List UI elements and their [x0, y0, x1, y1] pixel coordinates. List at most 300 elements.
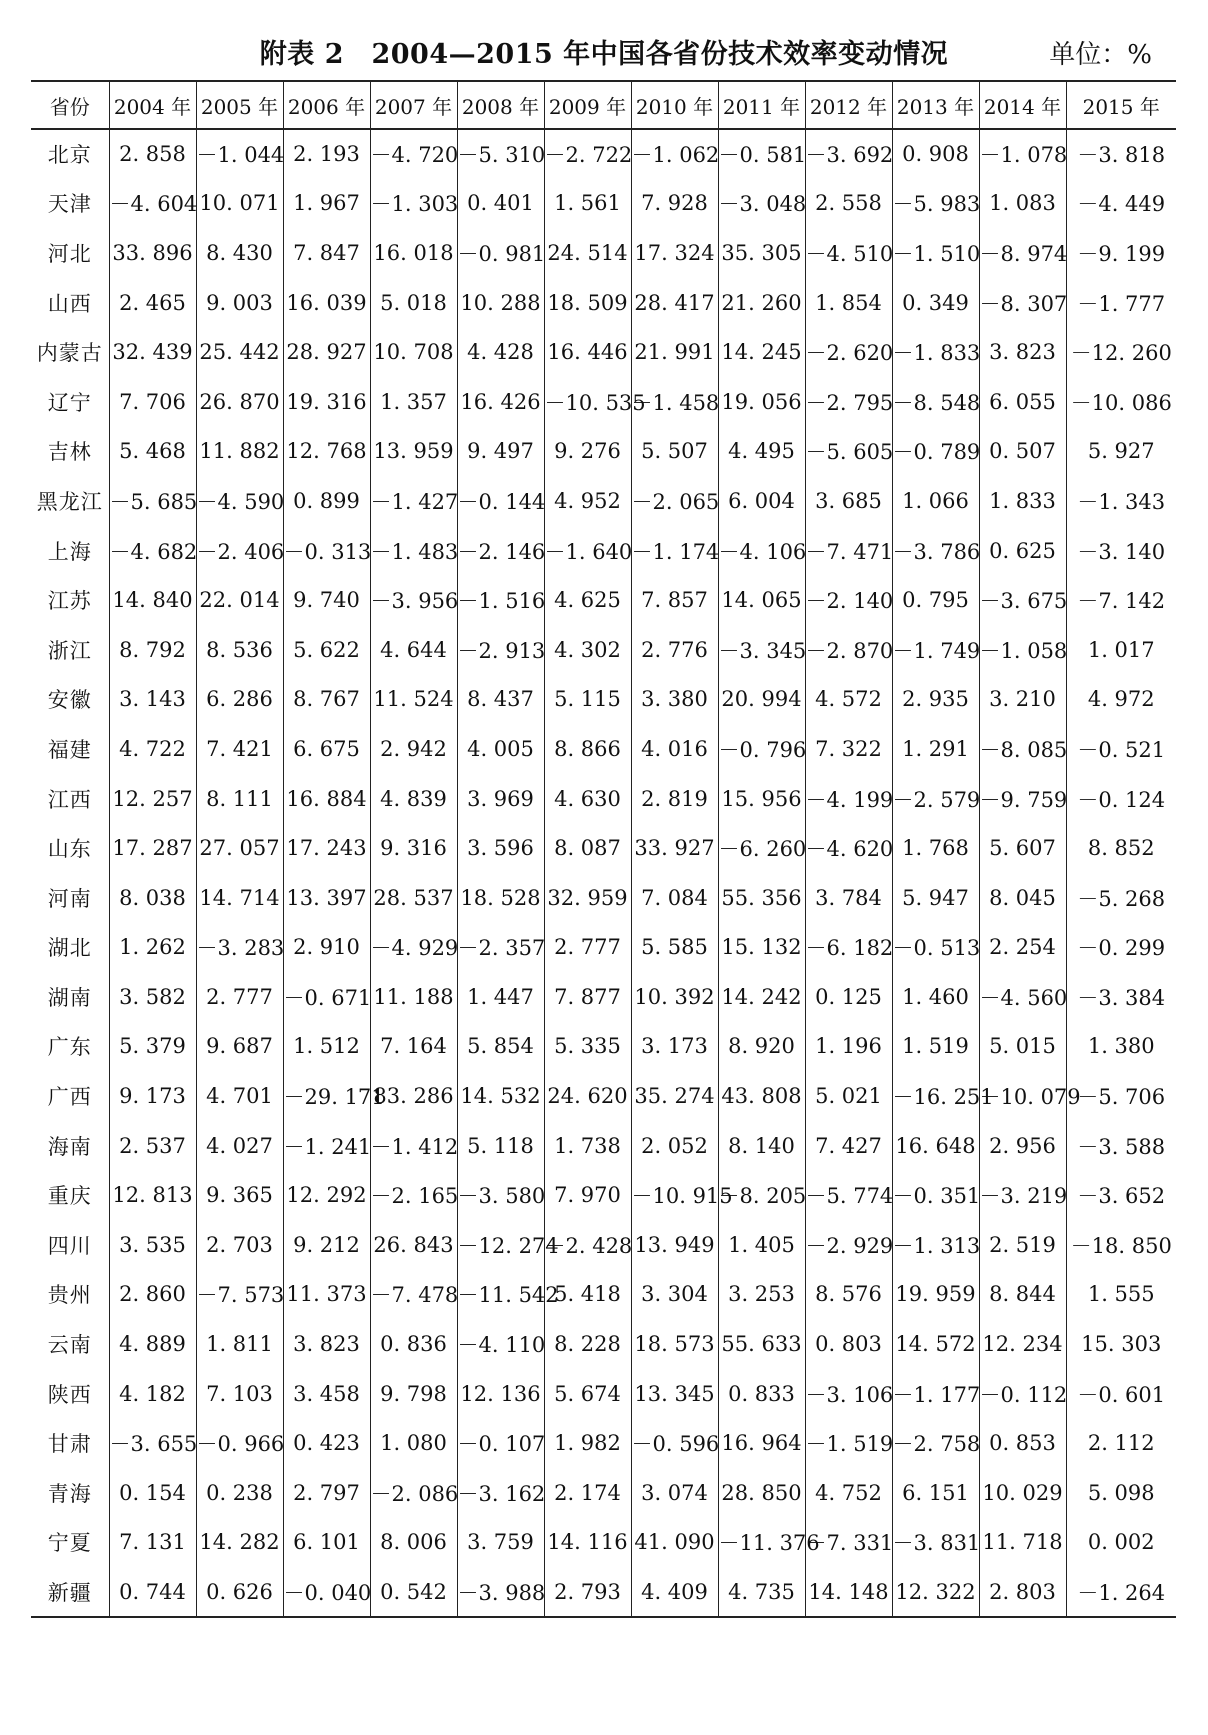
- value-cell: 4. 005: [457, 724, 544, 774]
- value-cell: －2. 086: [370, 1468, 457, 1518]
- province-cell: 山东: [47, 837, 92, 862]
- value-cell: 8. 111: [196, 774, 283, 824]
- value-cell: －1. 078: [979, 129, 1066, 179]
- value-cell: 1. 555: [1066, 1270, 1176, 1320]
- value-cell: 15. 132: [718, 923, 805, 973]
- value-cell: －3. 162: [457, 1468, 544, 1518]
- value-cell: －1. 174: [631, 526, 718, 576]
- value-cell: －7. 142: [1066, 575, 1176, 625]
- value-cell: 1. 083: [979, 179, 1066, 229]
- value-cell: －3. 655: [109, 1418, 196, 1468]
- header-year: 2007 年: [370, 81, 457, 129]
- province-cell: 宁夏: [47, 1531, 92, 1556]
- value-cell: 10. 029: [979, 1468, 1066, 1518]
- value-cell: 5. 021: [805, 1071, 892, 1121]
- value-cell: 2. 942: [370, 724, 457, 774]
- value-cell: －16. 251: [892, 1071, 979, 1121]
- value-cell: 3. 823: [283, 1319, 370, 1369]
- value-cell: 9. 687: [196, 1022, 283, 1072]
- value-cell: －2. 870: [805, 625, 892, 675]
- province-cell: 河南: [47, 886, 92, 911]
- value-cell: －3. 831: [892, 1518, 979, 1568]
- value-cell: 14. 245: [718, 327, 805, 377]
- value-cell: 1. 811: [196, 1319, 283, 1369]
- value-cell: －2. 065: [631, 476, 718, 526]
- value-cell: －1. 640: [544, 526, 631, 576]
- value-cell: 13. 959: [370, 427, 457, 477]
- value-cell: 12. 292: [283, 1170, 370, 1220]
- province-cell: 重庆: [47, 1184, 92, 1209]
- value-cell: 3. 210: [979, 675, 1066, 725]
- value-cell: －1. 510: [892, 228, 979, 278]
- value-cell: 4. 302: [544, 625, 631, 675]
- value-cell: －4. 449: [1066, 179, 1176, 229]
- value-cell: 5. 507: [631, 427, 718, 477]
- value-cell: 8. 430: [196, 228, 283, 278]
- value-cell: －1. 749: [892, 625, 979, 675]
- value-cell: 5. 118: [457, 1121, 544, 1171]
- table-row: [31, 476, 1176, 526]
- value-cell: 3. 074: [631, 1468, 718, 1518]
- province-cell: 湖南: [47, 985, 92, 1010]
- table-row: [31, 575, 1176, 625]
- value-cell: －0. 596: [631, 1418, 718, 1468]
- value-cell: 5. 927: [1066, 427, 1176, 477]
- value-cell: 7. 706: [109, 377, 196, 427]
- province-cell: 甘肃: [47, 1432, 92, 1457]
- header-year: 2004 年: [109, 81, 196, 129]
- value-cell: 25. 442: [196, 327, 283, 377]
- value-cell: －0. 112: [979, 1369, 1066, 1419]
- value-cell: －11. 542: [457, 1270, 544, 1320]
- value-cell: －8. 205: [718, 1170, 805, 1220]
- value-cell: 14. 532: [457, 1071, 544, 1121]
- province-cell: 安徽: [47, 688, 92, 713]
- value-cell: －0. 144: [457, 476, 544, 526]
- value-cell: 1. 447: [457, 972, 544, 1022]
- value-cell: －1. 241: [283, 1121, 370, 1171]
- value-cell: 3. 458: [283, 1369, 370, 1419]
- efficiency-table: [31, 80, 1176, 1618]
- header-year: 2012 年: [805, 81, 892, 129]
- value-cell: 2. 254: [979, 923, 1066, 973]
- value-cell: 2. 537: [109, 1121, 196, 1171]
- value-cell: 0. 507: [979, 427, 1066, 477]
- value-cell: 20. 994: [718, 675, 805, 725]
- value-cell: 13. 949: [631, 1220, 718, 1270]
- value-cell: －1. 313: [892, 1220, 979, 1270]
- province-cell: 辽宁: [47, 390, 92, 415]
- value-cell: －3. 580: [457, 1170, 544, 1220]
- value-cell: －1. 343: [1066, 476, 1176, 526]
- value-cell: 21. 991: [631, 327, 718, 377]
- value-cell: 0. 125: [805, 972, 892, 1022]
- value-cell: 3. 173: [631, 1022, 718, 1072]
- value-cell: －3. 988: [457, 1567, 544, 1617]
- value-cell: 16. 018: [370, 228, 457, 278]
- value-cell: 14. 116: [544, 1518, 631, 1568]
- value-cell: －0. 789: [892, 427, 979, 477]
- value-cell: 8. 045: [979, 873, 1066, 923]
- value-cell: －2. 140: [805, 575, 892, 625]
- province-cell: 天津: [47, 192, 92, 217]
- value-cell: 2. 777: [196, 972, 283, 1022]
- value-cell: 3. 823: [979, 327, 1066, 377]
- value-cell: 1. 196: [805, 1022, 892, 1072]
- value-cell: 22. 014: [196, 575, 283, 625]
- province-cell: 吉林: [47, 440, 92, 465]
- value-cell: －1. 516: [457, 575, 544, 625]
- value-cell: 12. 136: [457, 1369, 544, 1419]
- value-cell: 0. 908: [892, 129, 979, 179]
- value-cell: 26. 843: [370, 1220, 457, 1270]
- header-row: [31, 81, 1176, 129]
- value-cell: 41. 090: [631, 1518, 718, 1568]
- value-cell: 12. 322: [892, 1567, 979, 1617]
- value-cell: －10. 086: [1066, 377, 1176, 427]
- value-cell: －4. 682: [109, 526, 196, 576]
- unit-label: 单位：%: [1049, 40, 1152, 70]
- value-cell: 32. 959: [544, 873, 631, 923]
- table-row: [31, 873, 1176, 923]
- value-cell: 4. 701: [196, 1071, 283, 1121]
- province-cell: 山西: [47, 291, 92, 316]
- header-province: 省份: [31, 81, 109, 129]
- table-row: [31, 1022, 1176, 1072]
- value-cell: 15. 303: [1066, 1319, 1176, 1369]
- value-cell: 1. 738: [544, 1121, 631, 1171]
- value-cell: 1. 460: [892, 972, 979, 1022]
- value-cell: 2. 174: [544, 1468, 631, 1518]
- value-cell: 16. 039: [283, 278, 370, 328]
- table-row: [31, 1170, 1176, 1220]
- value-cell: －1. 062: [631, 129, 718, 179]
- value-cell: 4. 572: [805, 675, 892, 725]
- value-cell: 83. 286: [370, 1071, 457, 1121]
- value-cell: －1. 264: [1066, 1567, 1176, 1617]
- value-cell: 14. 572: [892, 1319, 979, 1369]
- province-cell: 海南: [47, 1134, 92, 1159]
- table-row: [31, 278, 1176, 328]
- value-cell: 14. 148: [805, 1567, 892, 1617]
- value-cell: －0. 513: [892, 923, 979, 973]
- value-cell: 4. 630: [544, 774, 631, 824]
- value-cell: 28. 850: [718, 1468, 805, 1518]
- value-cell: 14. 242: [718, 972, 805, 1022]
- value-cell: －4. 620: [805, 823, 892, 873]
- value-cell: －2. 146: [457, 526, 544, 576]
- header-year: 2011 年: [718, 81, 805, 129]
- value-cell: 0. 833: [718, 1369, 805, 1419]
- table-row: [31, 1270, 1176, 1320]
- header-year: 2010 年: [631, 81, 718, 129]
- value-cell: 8. 767: [283, 675, 370, 725]
- value-cell: －4. 590: [196, 476, 283, 526]
- value-cell: 8. 087: [544, 823, 631, 873]
- value-cell: 9. 798: [370, 1369, 457, 1419]
- value-cell: －5. 983: [892, 179, 979, 229]
- table-row: [31, 625, 1176, 675]
- value-cell: 0. 154: [109, 1468, 196, 1518]
- value-cell: －8. 085: [979, 724, 1066, 774]
- value-cell: 7. 131: [109, 1518, 196, 1568]
- value-cell: －6. 260: [718, 823, 805, 873]
- value-cell: 2. 860: [109, 1270, 196, 1320]
- table-row: [31, 1418, 1176, 1468]
- value-cell: 28. 927: [283, 327, 370, 377]
- header-year: 2006 年: [283, 81, 370, 129]
- value-cell: 4. 409: [631, 1567, 718, 1617]
- value-cell: 9. 316: [370, 823, 457, 873]
- value-cell: 0. 836: [370, 1319, 457, 1369]
- value-cell: －3. 675: [979, 575, 1066, 625]
- value-cell: 4. 752: [805, 1468, 892, 1518]
- value-cell: 0. 853: [979, 1418, 1066, 1468]
- table-row: [31, 1071, 1176, 1121]
- province-cell: 北京: [47, 143, 92, 168]
- value-cell: 4. 889: [109, 1319, 196, 1369]
- header-year: 2009 年: [544, 81, 631, 129]
- value-cell: 5. 015: [979, 1022, 1066, 1072]
- value-cell: 0. 795: [892, 575, 979, 625]
- value-cell: －2. 929: [805, 1220, 892, 1270]
- value-cell: 0. 238: [196, 1468, 283, 1518]
- province-cell: 广西: [47, 1085, 92, 1110]
- value-cell: 5. 607: [979, 823, 1066, 873]
- value-cell: －10. 915: [631, 1170, 718, 1220]
- value-cell: 9. 497: [457, 427, 544, 477]
- value-cell: －12. 274: [457, 1220, 544, 1270]
- value-cell: －0. 107: [457, 1418, 544, 1468]
- value-cell: －1. 427: [370, 476, 457, 526]
- value-cell: 19. 959: [892, 1270, 979, 1320]
- value-cell: 7. 970: [544, 1170, 631, 1220]
- province-cell: 湖北: [47, 936, 92, 961]
- value-cell: 26. 870: [196, 377, 283, 427]
- value-cell: 1. 380: [1066, 1022, 1176, 1072]
- value-cell: －3. 345: [718, 625, 805, 675]
- value-cell: 3. 759: [457, 1518, 544, 1568]
- table-row: [31, 972, 1176, 1022]
- value-cell: 33. 896: [109, 228, 196, 278]
- province-cell: 青海: [47, 1481, 92, 1506]
- value-cell: 0. 542: [370, 1567, 457, 1617]
- value-cell: 35. 305: [718, 228, 805, 278]
- value-cell: 1. 982: [544, 1418, 631, 1468]
- value-cell: －4. 929: [370, 923, 457, 973]
- value-cell: －2. 579: [892, 774, 979, 824]
- value-cell: 3. 784: [805, 873, 892, 923]
- value-cell: －0. 966: [196, 1418, 283, 1468]
- value-cell: 0. 423: [283, 1418, 370, 1468]
- province-cell: 福建: [47, 737, 92, 762]
- value-cell: 1. 768: [892, 823, 979, 873]
- value-cell: 2. 112: [1066, 1418, 1176, 1468]
- value-cell: 14. 714: [196, 873, 283, 923]
- value-cell: 27. 057: [196, 823, 283, 873]
- table-row: [31, 1220, 1176, 1270]
- value-cell: 11. 882: [196, 427, 283, 477]
- value-cell: 7. 877: [544, 972, 631, 1022]
- value-cell: 0. 626: [196, 1567, 283, 1617]
- value-cell: －5. 706: [1066, 1071, 1176, 1121]
- value-cell: －1. 519: [805, 1418, 892, 1468]
- value-cell: 1. 512: [283, 1022, 370, 1072]
- value-cell: －1. 458: [631, 377, 718, 427]
- province-cell: 内蒙古: [36, 341, 103, 366]
- value-cell: 16. 884: [283, 774, 370, 824]
- value-cell: 8. 792: [109, 625, 196, 675]
- value-cell: －4. 560: [979, 972, 1066, 1022]
- value-cell: －11. 376: [718, 1518, 805, 1568]
- value-cell: 0. 744: [109, 1567, 196, 1617]
- value-cell: －1. 833: [892, 327, 979, 377]
- value-cell: －3. 818: [1066, 129, 1176, 179]
- value-cell: －4. 110: [457, 1319, 544, 1369]
- value-cell: 5. 379: [109, 1022, 196, 1072]
- value-cell: －0. 351: [892, 1170, 979, 1220]
- value-cell: 17. 324: [631, 228, 718, 278]
- value-cell: 13. 345: [631, 1369, 718, 1419]
- value-cell: －29. 171: [283, 1071, 370, 1121]
- value-cell: 2. 193: [283, 129, 370, 179]
- value-cell: －7. 331: [805, 1518, 892, 1568]
- value-cell: 18. 573: [631, 1319, 718, 1369]
- value-cell: 1. 519: [892, 1022, 979, 1072]
- value-cell: 8. 228: [544, 1319, 631, 1369]
- table-row: [31, 1468, 1176, 1518]
- table-row: [31, 923, 1176, 973]
- header-year: 2013 年: [892, 81, 979, 129]
- table-container: [31, 80, 1176, 1618]
- header-year: 2014 年: [979, 81, 1066, 129]
- table-row: [31, 1369, 1176, 1419]
- value-cell: －3. 384: [1066, 972, 1176, 1022]
- value-cell: 4. 644: [370, 625, 457, 675]
- table-row: [31, 427, 1176, 477]
- value-cell: 6. 055: [979, 377, 1066, 427]
- value-cell: 2. 935: [892, 675, 979, 725]
- value-cell: 11. 524: [370, 675, 457, 725]
- value-cell: －3. 652: [1066, 1170, 1176, 1220]
- value-cell: 7. 427: [805, 1121, 892, 1171]
- value-cell: 10. 288: [457, 278, 544, 328]
- value-cell: 3. 304: [631, 1270, 718, 1320]
- value-cell: －4. 604: [109, 179, 196, 229]
- value-cell: －0. 671: [283, 972, 370, 1022]
- value-cell: 2. 052: [631, 1121, 718, 1171]
- value-cell: 3. 143: [109, 675, 196, 725]
- value-cell: 1. 017: [1066, 625, 1176, 675]
- table-row: [31, 1121, 1176, 1171]
- value-cell: 3. 535: [109, 1220, 196, 1270]
- value-cell: 4. 027: [196, 1121, 283, 1171]
- value-cell: －8. 548: [892, 377, 979, 427]
- value-cell: 7. 103: [196, 1369, 283, 1419]
- table-row: [31, 823, 1176, 873]
- value-cell: 4. 428: [457, 327, 544, 377]
- value-cell: 8. 866: [544, 724, 631, 774]
- value-cell: －0. 040: [283, 1567, 370, 1617]
- value-cell: 1. 833: [979, 476, 1066, 526]
- province-cell: 广东: [47, 1035, 92, 1060]
- value-cell: －1. 777: [1066, 278, 1176, 328]
- header-year: 2005 年: [196, 81, 283, 129]
- value-cell: 15. 956: [718, 774, 805, 824]
- value-cell: 2. 703: [196, 1220, 283, 1270]
- value-cell: 3. 596: [457, 823, 544, 873]
- value-cell: 17. 287: [109, 823, 196, 873]
- province-cell: 江苏: [47, 589, 92, 614]
- value-cell: 2. 803: [979, 1567, 1066, 1617]
- value-cell: 7. 421: [196, 724, 283, 774]
- value-cell: 19. 316: [283, 377, 370, 427]
- value-cell: －7. 471: [805, 526, 892, 576]
- value-cell: 16. 964: [718, 1418, 805, 1468]
- value-cell: 4. 016: [631, 724, 718, 774]
- value-cell: －7. 573: [196, 1270, 283, 1320]
- value-cell: 4. 839: [370, 774, 457, 824]
- value-cell: 8. 844: [979, 1270, 1066, 1320]
- value-cell: －0. 796: [718, 724, 805, 774]
- value-cell: －2. 722: [544, 129, 631, 179]
- value-cell: －2. 620: [805, 327, 892, 377]
- value-cell: 19. 056: [718, 377, 805, 427]
- value-cell: 6. 004: [718, 476, 805, 526]
- table-row: [31, 327, 1176, 377]
- value-cell: 14. 282: [196, 1518, 283, 1568]
- value-cell: －6. 182: [805, 923, 892, 973]
- value-cell: 55. 633: [718, 1319, 805, 1369]
- value-cell: －0. 299: [1066, 923, 1176, 973]
- value-cell: －4. 199: [805, 774, 892, 824]
- value-cell: 2. 777: [544, 923, 631, 973]
- value-cell: －18. 850: [1066, 1220, 1176, 1270]
- value-cell: －3. 048: [718, 179, 805, 229]
- table-row: [31, 774, 1176, 824]
- table-row: [31, 228, 1176, 278]
- value-cell: －3. 786: [892, 526, 979, 576]
- value-cell: 8. 140: [718, 1121, 805, 1171]
- value-cell: 8. 920: [718, 1022, 805, 1072]
- value-cell: 2. 858: [109, 129, 196, 179]
- value-cell: 10. 392: [631, 972, 718, 1022]
- value-cell: －0. 601: [1066, 1369, 1176, 1419]
- value-cell: 33. 927: [631, 823, 718, 873]
- value-cell: －0. 581: [718, 129, 805, 179]
- value-cell: 12. 234: [979, 1319, 1066, 1369]
- value-cell: 7. 928: [631, 179, 718, 229]
- value-cell: 5. 418: [544, 1270, 631, 1320]
- value-cell: 1. 291: [892, 724, 979, 774]
- province-cell: 江西: [47, 787, 92, 812]
- value-cell: 4. 972: [1066, 675, 1176, 725]
- province-cell: 上海: [47, 539, 92, 564]
- value-cell: 8. 437: [457, 675, 544, 725]
- value-cell: 5. 674: [544, 1369, 631, 1419]
- value-cell: 18. 528: [457, 873, 544, 923]
- value-cell: 35. 274: [631, 1071, 718, 1121]
- table-row: [31, 377, 1176, 427]
- value-cell: 16. 648: [892, 1121, 979, 1171]
- value-cell: 7. 857: [631, 575, 718, 625]
- value-cell: 1. 561: [544, 179, 631, 229]
- value-cell: －5. 774: [805, 1170, 892, 1220]
- value-cell: 0. 349: [892, 278, 979, 328]
- table-row: [31, 179, 1176, 229]
- value-cell: －1. 412: [370, 1121, 457, 1171]
- value-cell: －2. 357: [457, 923, 544, 973]
